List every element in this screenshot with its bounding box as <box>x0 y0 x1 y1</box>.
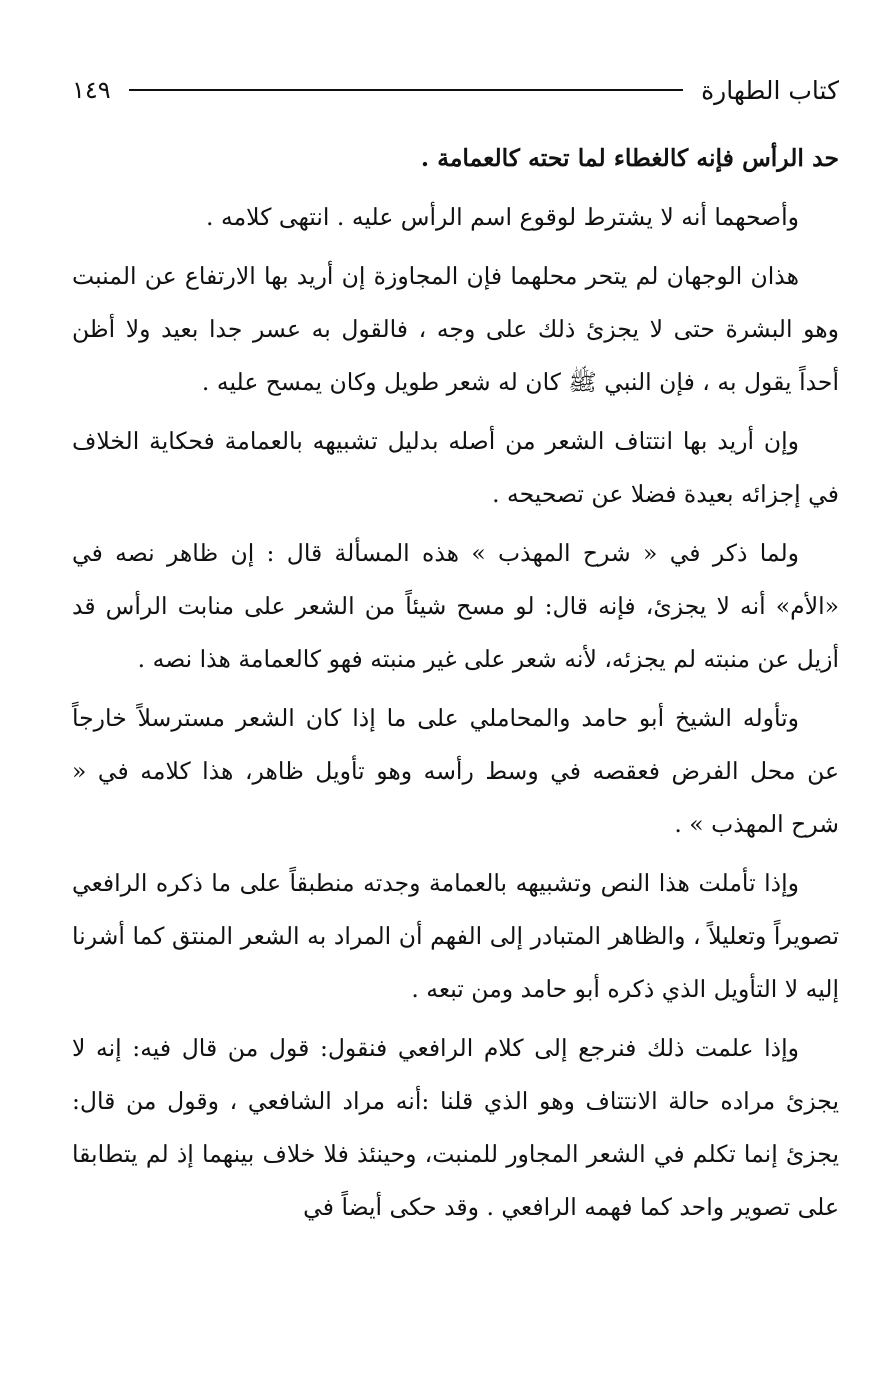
running-title: كتاب الطهارة <box>701 75 839 105</box>
paragraph-6: وتأوله الشيخ أبو حامد والمحاملي على ما إذا كان الشعر مسترسلاً خارجاً عن محل الفرض فعقصه في وسط رأسه وهو تأويل ظاهر، هذا كلامه في « شرح المهذب » . <box>72 704 839 838</box>
paragraph-1: حد الرأس فإنه كالغطاء لما تحته كالعمامة . <box>420 144 839 172</box>
body-text <box>72 132 839 1240</box>
paragraph-3: هذان الوجهان لم يتحر محلهما فإن المجاوزة إن أريد بها الارتفاع عن المنبت وهو البشرة حتى لا يجزئ ذلك على وجه ، فالقول به عسر جدا بعيد ولا أظن أحداً يقول به ، فإن النبي ﷺ كان له شعر طويل وكان يمسح عليه . <box>72 262 839 396</box>
paragraph-2: وأصحهما أنه لا يشترط لوقوع اسم الرأس عليه . انتهى كلامه . <box>206 203 799 231</box>
header-rule <box>129 89 683 91</box>
paragraph-7: وإذا تأملت هذا النص وتشبيهه بالعمامة وجدته منطبقاً على ما ذكره الرافعي تصويراً وتعليلاً ، والظاهر المتبادر إلى الفهم أن المراد به الشعر المنتق كما أشرنا إليه لا التأويل الذي ذكره أبو حامد ومن تبعه . <box>72 869 839 1003</box>
paragraph-8: وإذا علمت ذلك فنرجع إلى كلام الرافعي فنقول: قول من قال فيه: إنه لا يجزئ مراده حالة الانتتاف وهو الذي قلنا :أنه مراد الشافعي ، وقول من قال: يجزئ إنما تكلم في الشعر المجاور للمنبت، وحينئذ فلا خلاف بينهما إذ لم يتطابقا على تصوير واحد كما فهمه الرافعي . وقد حكى أيضاً في <box>72 1034 839 1221</box>
page-number: ١٤٩ <box>72 76 111 104</box>
paragraph-4: وإن أريد بها انتتاف الشعر من أصله بدليل تشبيهه بالعمامة فحكاية الخلاف في إجزائه بعيدة فضلا عن تصحيحه . <box>72 427 839 508</box>
paragraph-5: ولما ذكر في « شرح المهذب » هذه المسألة قال : إن ظاهر نصه في «الأم» أنه لا يجزئ، فإنه قال: لو مسح شيئاً من الشعر على منابت الرأس قد أزيل عن منبته لم يجزئه، لأنه شعر على غير منبته فهو كالعمامة هذا نصه . <box>72 539 839 673</box>
page-header <box>72 72 839 108</box>
